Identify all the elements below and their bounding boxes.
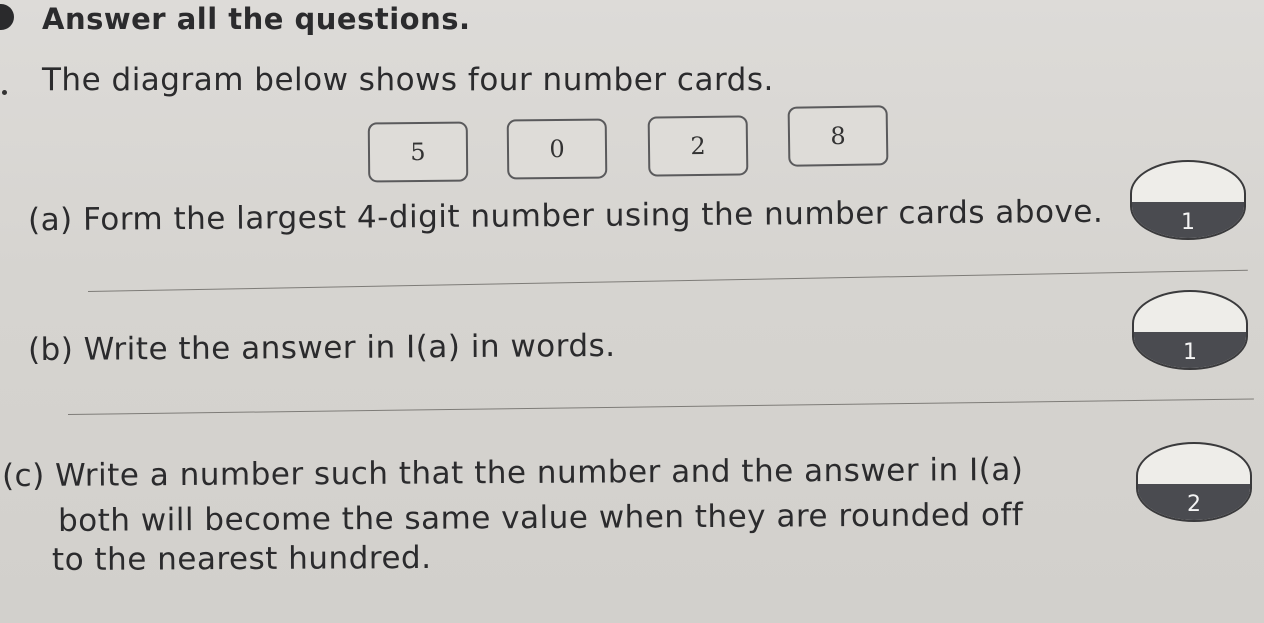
question-part-b-text: (b) Write the answer in I(a) in words. xyxy=(27,327,616,369)
question-stem: The diagram below shows four number cards. xyxy=(42,62,774,98)
answer-line-b[interactable] xyxy=(68,398,1254,415)
question-part-a-text: (a) Form the largest 4-digit number using the number cards above. xyxy=(27,193,1104,239)
section-bullet xyxy=(0,4,14,30)
number-card-2: 2 xyxy=(648,115,749,176)
number-card-5: 5 xyxy=(368,122,469,183)
section-instruction: Answer all the questions. xyxy=(42,2,471,36)
question-part-c-line-1: (c) Write a number such that the number and the answer in I(a) xyxy=(1,451,1024,495)
question-number-marker xyxy=(2,90,7,95)
marks-value-c: 2 xyxy=(1187,492,1201,517)
marks-box-b xyxy=(1132,290,1248,370)
number-card-8: 8 xyxy=(788,105,889,166)
question-part-c-line-2: both will become the same value when they are rounded off xyxy=(57,497,1024,539)
marks-value-a: 1 xyxy=(1181,210,1195,235)
bleed-through-text xyxy=(560,0,570,35)
marks-value-b: 1 xyxy=(1183,340,1197,365)
question-part-c-line-3: to the nearest hundred. xyxy=(51,540,432,578)
marks-box-a xyxy=(1130,160,1246,240)
answer-line-a[interactable] xyxy=(88,270,1248,292)
marks-box-c xyxy=(1136,442,1252,522)
number-card-0: 0 xyxy=(507,118,608,179)
